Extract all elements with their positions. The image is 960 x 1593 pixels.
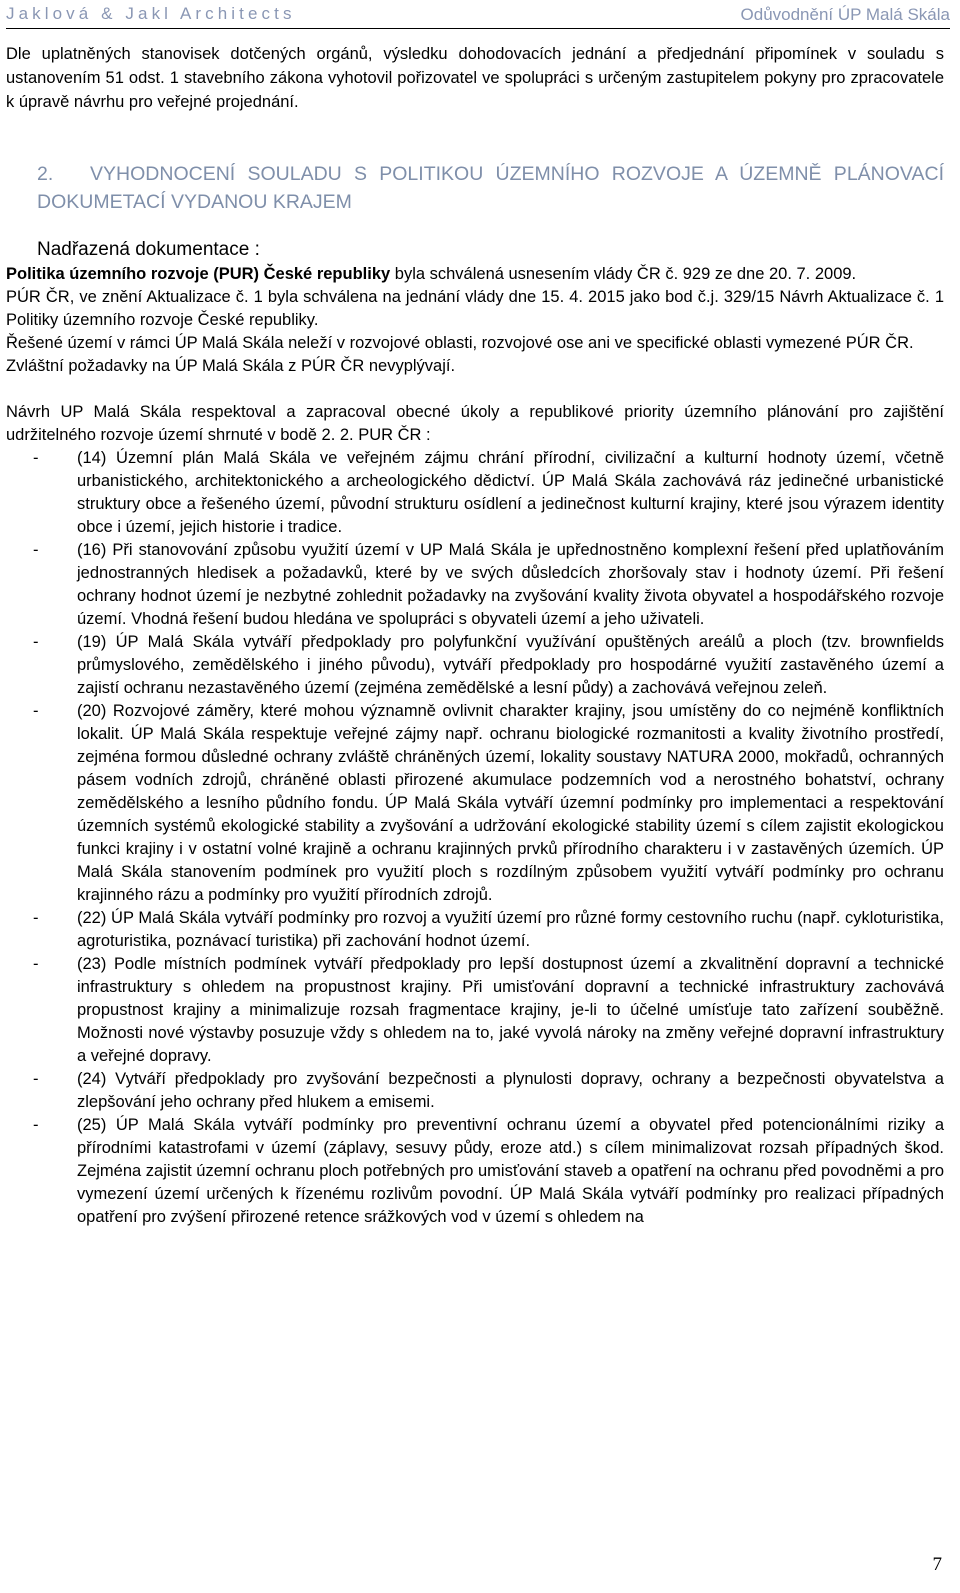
list-item [6, 700, 944, 907]
spacer [6, 378, 944, 401]
list-item [6, 907, 944, 953]
pur-title: Politika územního rozvoje (PUR) České republiky [6, 265, 391, 283]
list-item-text: (22) ÚP Malá Skála vytváří podmínky pro rozvoj a využití území pro různé formy cestovního ruchu (např. cykloturistika, agroturistika, poznávací turistika) při zachování hodnot území. [77, 909, 944, 950]
list-item-text: (19) ÚP Malá Skála vytváří předpoklady pro polyfunkční využívání opuštěných areálů a ploch (tzv. brownfields průmyslového, zemědělského i jiného původu), vytváří předpoklady pro hospodárné využití zastavěného území a zajistí ochranu nezastavěného území (zejména zemědělské a lesní půdy) a zachovává veřejnou zeleň. [77, 633, 944, 697]
proposal-paragraph: Návrh UP Malá Skála respektoval a zapracoval obecné úkoly a republikové priority územního plánování pro zajištění udržitelného rozvoje území shrnuté v bodě 2. 2. PUR ČR : [6, 403, 944, 444]
section-number: 2. [37, 163, 54, 185]
list-item [6, 1068, 944, 1114]
list-item-text: (14) Územní plán Malá Skála ve veřejném zájmu chrání přírodní, civilizační a kulturní hodnoty území, včetně urbanistického, architektonického a archeologického dědictví. ÚP Malá Skála zachovává ráz jedinečné urbanistické struktury obce a řešeného území, původní strukturu osídlení a jedinečnost kulturní krajiny, které jsou výrazem identity obce i území, jejich historie i tradice. [77, 449, 944, 536]
section-heading [6, 160, 944, 216]
pur-paragraph [6, 263, 944, 286]
list-item-text: (23) Podle místních podmínek vytváří předpoklady pro lepší dostupnost území a zkvalitnění dopravní a technické infrastruktury s ohledem na propustnost krajiny. Při umisťování dopravní a technické infrastruktury zachovává propustnost krajiny a minimalizuje rozsah fragmentace krajiny, je-li to účelné umísťuje tato zařízení souběžně. Možnosti nové výstavby posuzuje vždy s ohledem na to, jaké vyvolá nároky na změny veřejné dopravní infrastruktury a veřejné dopravy. [77, 955, 944, 1065]
list-item [6, 631, 944, 700]
pur-approval: byla schválená usnesením vlády ČR č. 929 ze dne 20. 7. 2009. [390, 265, 857, 283]
subheading: Nadřazená dokumentace : [37, 239, 260, 260]
page-number: 7 [932, 1554, 942, 1575]
list-dash: - [33, 955, 39, 973]
list-item [6, 539, 944, 631]
list-item-text: (20) Rozvojové záměry, které mohou významně ovlivnit charakter krajiny, jsou umístěny do co nejméně konfliktních lokalit. ÚP Malá Skála respektuje veřejné zájmy např. ochranu biologické rozmanitosti a kvality životního prostředí, zejména formou důsledné ochrany zvláště chráněných území, lokality soustavy NATURA 2000, mokřadů, ochranných pásem vodních zdrojů, chráněné oblasti přirozené akumulace podzemních vod a nerostného bohatství, ochrany zemědělského a lesního půdního fondu. ÚP Malá Skála vytváří územní podmínky pro implementaci a respektování územních systémů ekologické stability a zvyšování a udržování ekologické stability území s cílem zajistit ekologickou funkci krajiny i v ostatní volné krajině a ochranu krajinných prvků přírodního charakteru i v zastavěných územích. ÚP Malá Skála stanovením podmínek pro využití ploch s rozdílným způsobem využití vytváří podmínky pro ochranu krajinného rázu a podmínky pro využití přírodních zdrojů. [77, 702, 944, 904]
list-dash: - [33, 1116, 39, 1134]
page-header [6, 2, 950, 29]
list-dash: - [33, 633, 39, 651]
list-dash: - [33, 1070, 39, 1088]
list-dash: - [33, 449, 39, 467]
pur-special-paragraph: Zvláštní požadavky na ÚP Malá Skála z PÚR ČR nevyplývají. [6, 357, 456, 375]
header-document-title: Odůvodnění ÚP Malá Skála [740, 5, 950, 24]
list-dash: - [33, 909, 39, 927]
list-item-text: (25) ÚP Malá Skála vytváří podmínky pro preventivní ochranu území a obyvatel před potencionálními riziky a přírodními katastrofami v území (záplavy, sesuvy půdy, eroze atd.) s cílem minimalizovat rozsah případných škod. Zejména zajistit územní ochranu ploch potřebných pro umisťování staveb a opatření na ochranu před povodněmi a pro vymezení území určených k řízenému rozlivům povodní. ÚP Malá Skála vytváří podmínky pro realizaci případných opatření pro zvýšení přirozené retence srážkových vod v území s ohledem na [77, 1116, 944, 1226]
list-item [6, 1114, 944, 1229]
header-company: Jaklová & Jakl Architects [6, 4, 296, 23]
section-title: VYHODNOCENÍ SOULADU S POLITIKOU ÚZEMNÍHO ROZVOJE A ÚZEMNĚ PLÁNOVACÍ DOKUMETACÍ VYDANOU KRAJEM [37, 163, 944, 213]
list-item [6, 447, 944, 539]
list-item-text: (16) Při stanovování způsobu využití území v UP Malá Skála je upřednostněno komplexní řešení před uplatňováním jednostranných hledisek a požadavků, které by ve svých důsledcích zhoršovaly stav i hodnoty území. Při řešení ochrany hodnot území je nezbytné zohlednit požadavky na zvyšování kvality života obyvatel a hospodářského rozvoje území. Vhodná řešení budou hledána ve spolupráci s obyvateli území a jeho uživateli. [77, 541, 944, 628]
list-dash: - [33, 541, 39, 559]
priority-list [6, 447, 944, 1229]
intro-paragraph: Dle uplatněných stanovisek dotčených orgánů, výsledku dohodovacích jednání a předjednání připomínek v souladu s ustanovením 51 odst. 1 stavebního zákona vyhotovil pořizovatel ve spolupráci s určeným zastupitelem pokyny pro zpracovatele k úpravě návrhu pro veřejné projednání. [6, 45, 944, 111]
pur-update-paragraph: PÚR ČR, ve znění Aktualizace č. 1 byla schválena na jednání vlády dne 15. 4. 2015 jako bod č.j. 329/15 Návrh Aktualizace č. 1 Politiky územního rozvoje České republiky. [6, 288, 944, 329]
list-item-text: (24) Vytváří předpoklady pro zvyšování bezpečnosti a plynulosti dopravy, ochrany a bezpečnosti obyvatelstva a zlepšování jeho ochrany před hlukem a emisemi. [77, 1070, 944, 1111]
document-body [6, 42, 944, 1229]
pur-area-paragraph: Řešené území v rámci ÚP Malá Skála neleží v rozvojové oblasti, rozvojové ose ani ve specifické oblasti vymezené PÚR ČR. [6, 334, 914, 352]
list-item [6, 953, 944, 1068]
list-dash: - [33, 702, 39, 720]
